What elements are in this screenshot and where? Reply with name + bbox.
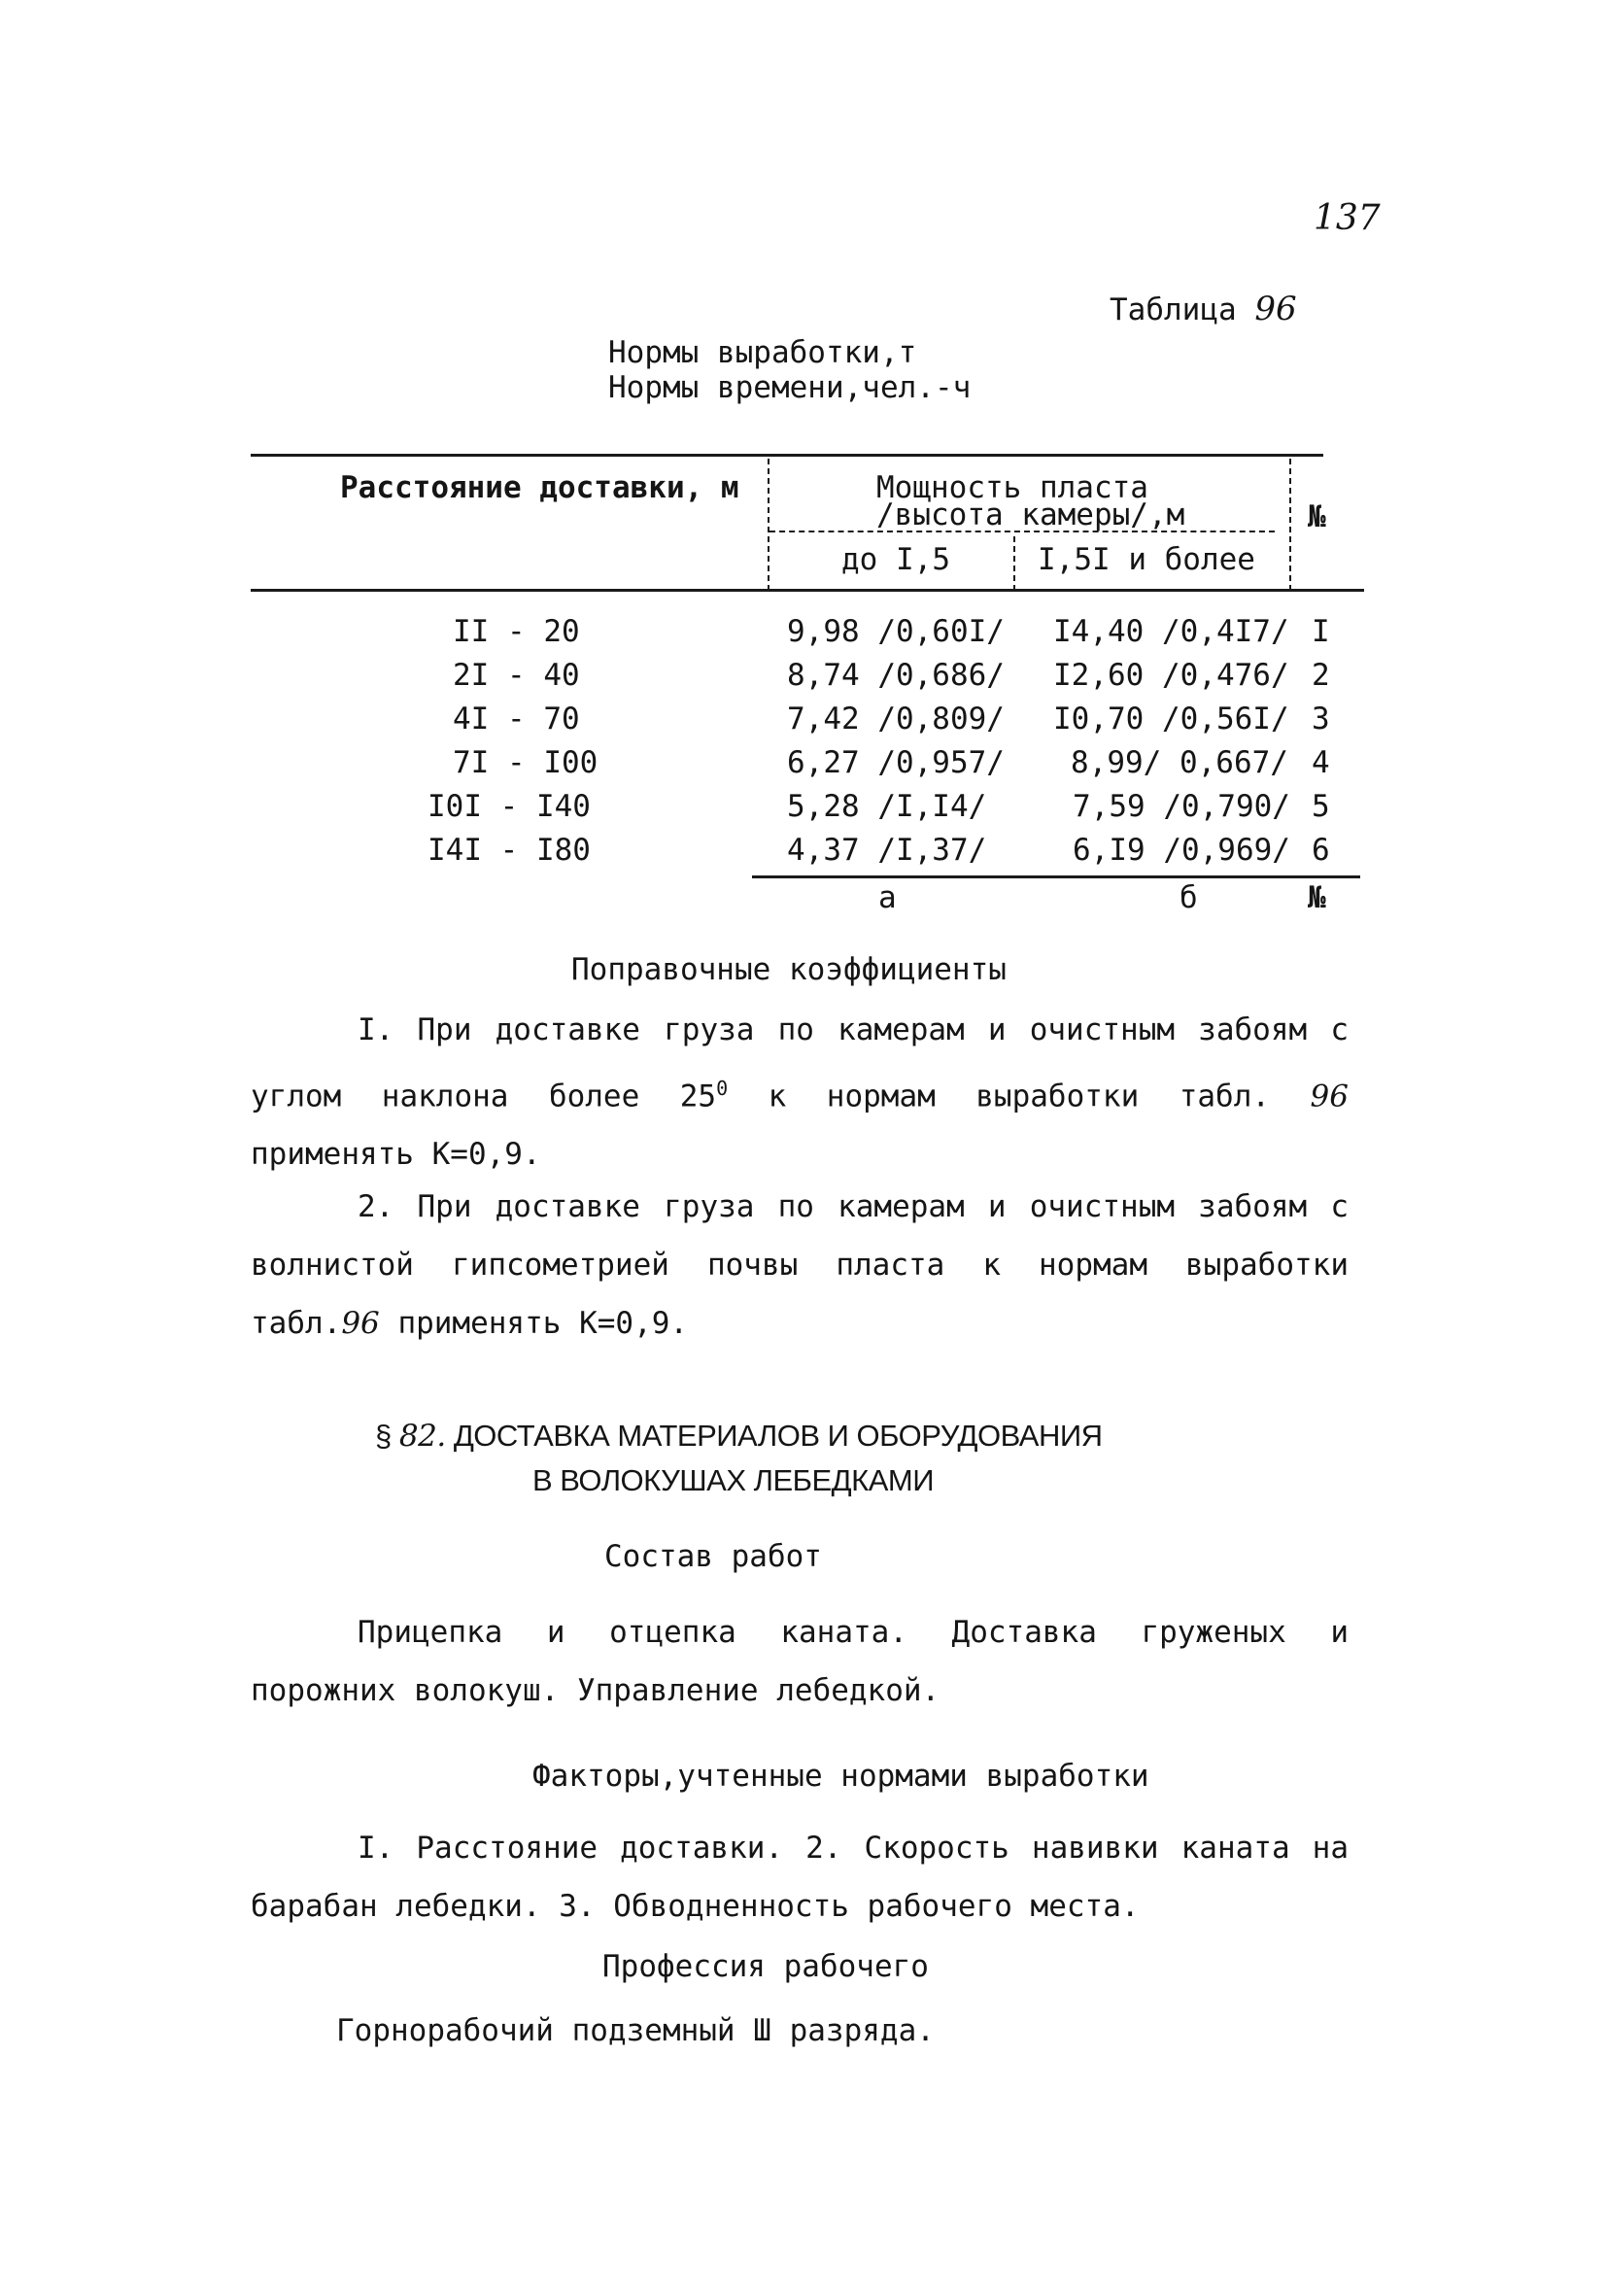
subtitle-line-output: Нормы выработки,т xyxy=(608,335,917,370)
header-over: I,5I и более xyxy=(1038,542,1255,577)
table-header-rule xyxy=(251,589,1364,592)
section-number: 82. xyxy=(398,1419,446,1454)
row-number: 5 xyxy=(1312,789,1330,824)
section-title-line2: В ВОЛОКУШАХ ЛЕБЕДКАМИ xyxy=(532,1463,935,1497)
row-number: 2 xyxy=(1312,658,1330,693)
header-divider-left xyxy=(768,459,769,591)
footer-label-no: № xyxy=(1308,880,1326,915)
row-value-b: 7,59 /0,790/ xyxy=(1073,789,1290,824)
table-label: Таблица xyxy=(1110,292,1237,327)
header-divider-mid xyxy=(1013,536,1015,591)
subtitle-line-time: Нормы времени,чел.-ч xyxy=(608,370,972,405)
table-subtitle xyxy=(608,335,971,405)
row-distance: 4I - 70 xyxy=(453,702,580,737)
row-number: 6 xyxy=(1312,833,1330,868)
corrections-heading: Поправочные коэффициенты xyxy=(571,952,1007,987)
header-no: № xyxy=(1308,499,1326,534)
composition-heading: Состав работ xyxy=(604,1539,822,1574)
header-divider-right xyxy=(1289,459,1291,591)
row-distance: I0I - I40 xyxy=(427,789,591,824)
factors-text: I. Расстояние доставки. 2. Скорость навивки каната на барабан лебедки. 3. Обводненность рабочего места. xyxy=(251,1831,1349,1924)
row-value-a: 6,27 /0,957/ xyxy=(787,745,1005,780)
row-number: 4 xyxy=(1312,745,1330,780)
section-sign: § xyxy=(375,1419,392,1453)
table-footer-rule xyxy=(752,875,1360,878)
composition-paragraph xyxy=(251,1603,1349,1720)
composition-text: Прицепка и отцепка каната. Доставка груженых и порожних волокуш. Управление лебедкой. xyxy=(251,1615,1349,1708)
correction-2-table-ref: 96 xyxy=(341,1306,380,1341)
correction-1-text: I. При доставке груза по камерам и очистным забоям с углом наклона более 25 xyxy=(251,1012,1349,1114)
header-group-line2: /высота камеры/,м xyxy=(876,497,1185,532)
table-caption xyxy=(1110,290,1297,328)
correction-1-table-ref: 96 xyxy=(1310,1079,1349,1114)
row-distance: II - 20 xyxy=(453,614,580,649)
footer-label-b: б xyxy=(1180,880,1198,915)
row-value-a: 8,74 /0,686/ xyxy=(787,658,1005,693)
row-value-a: 7,42 /0,809/ xyxy=(787,702,1005,737)
header-group-line1: Мощность пласта xyxy=(876,470,1148,505)
correction-2-tail: применять K=0,9. xyxy=(379,1306,689,1341)
row-value-a: 9,98 /0,60I/ xyxy=(787,614,1005,649)
factors-paragraph xyxy=(251,1819,1349,1936)
table-number: 96 xyxy=(1254,290,1297,328)
section-title-text-1: ДОСТАВКА МАТЕРИАЛОВ И ОБОРУДОВАНИЯ xyxy=(453,1419,1103,1453)
table-top-rule xyxy=(251,454,1323,457)
section-title-line1 xyxy=(375,1419,1103,1454)
correction-1-tail: применять K=0,9. xyxy=(251,1137,541,1173)
row-value-b: 6,I9 /0,969/ xyxy=(1073,833,1290,868)
header-up-to: до I,5 xyxy=(841,542,950,577)
row-number: I xyxy=(1312,614,1330,649)
row-distance: 7I - I00 xyxy=(453,745,598,780)
profession-heading: Профессия рабочего xyxy=(602,1949,929,1984)
row-value-a: 5,28 /I,I4/ xyxy=(787,789,987,824)
factors-heading: Факторы,учтенные нормами выработки xyxy=(532,1759,1149,1794)
row-value-b: I2,60 /0,476/ xyxy=(1053,658,1289,693)
header-distance: Расстояние доставки, м xyxy=(340,470,739,505)
row-number: 3 xyxy=(1312,702,1330,737)
degree-superscript: 0 xyxy=(716,1077,729,1100)
row-value-b: 8,99/ 0,667/ xyxy=(1071,745,1288,780)
correction-2 xyxy=(251,1178,1349,1353)
correction-1 xyxy=(251,1001,1349,1183)
row-value-b: I0,70 /0,56I/ xyxy=(1053,702,1289,737)
correction-1-mid: к нормам выработки табл. xyxy=(728,1079,1311,1114)
row-value-a: 4,37 /I,37/ xyxy=(787,833,987,868)
profession-text: Горнорабочий подземный Ш разряда. xyxy=(336,2013,935,2048)
row-value-b: I4,40 /0,4I7/ xyxy=(1053,614,1289,649)
row-distance: 2I - 40 xyxy=(453,658,580,693)
page-number: 137 xyxy=(1314,198,1381,238)
footer-label-a: а xyxy=(878,880,897,915)
correction-2-text: 2. При доставке груза по камерам и очистным забоям с волнистой гипсометрией почвы пласта к нормам выработки табл. xyxy=(251,1189,1349,1341)
row-distance: I4I - I80 xyxy=(427,833,591,868)
